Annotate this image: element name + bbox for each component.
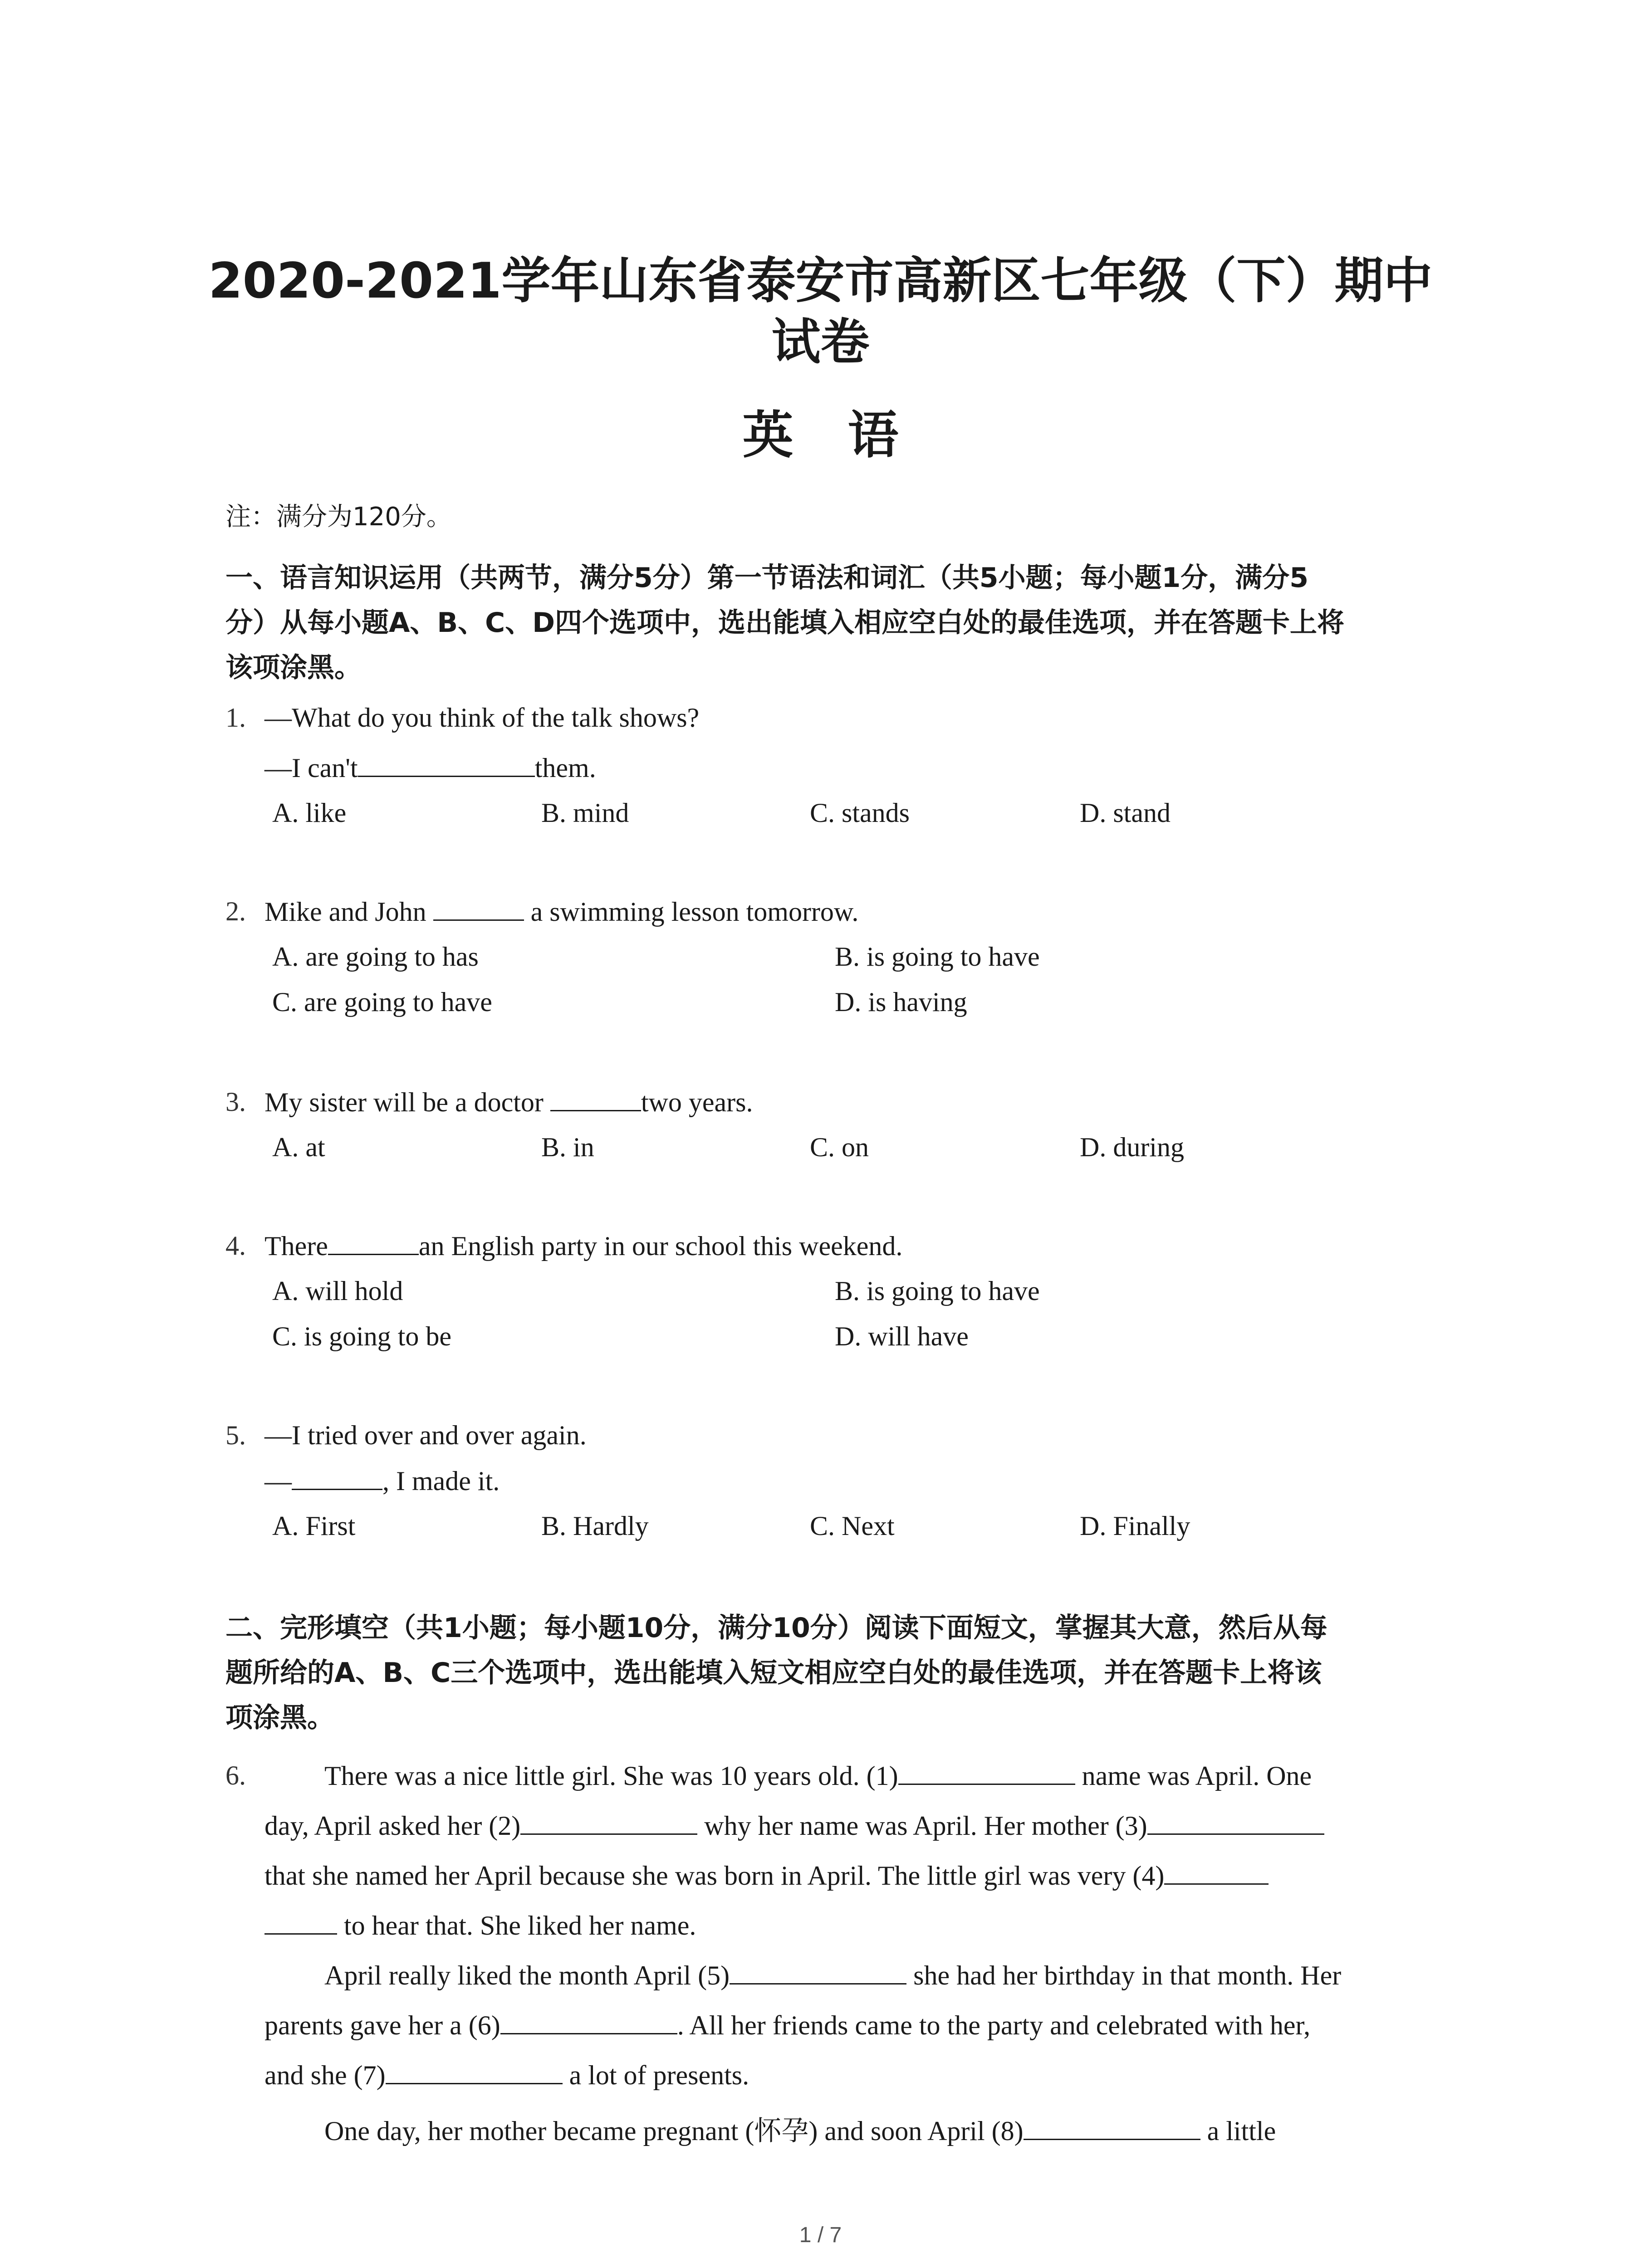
question-stem: —What do you think of the talk shows? (265, 703, 700, 733)
answer-blank (292, 1465, 382, 1490)
question-number: 5. (225, 1420, 246, 1450)
answer-blank (433, 896, 524, 921)
answer-blank (1024, 2115, 1200, 2140)
exam-title-line1: 2020-2021学年山东省泰安市高新区七年级（下）期中 (208, 253, 1433, 309)
option-b: B. Hardly (541, 1511, 649, 1541)
question-number: 6. (225, 1760, 246, 1790)
option-a: A. like (272, 798, 347, 828)
passage-line: day, April asked her (2) why her name was April. Her mother (3) (265, 1810, 1324, 1842)
section2-heading: 二、完形填空（共1小题；每小题10分，满分10分）阅读下面短文，掌握其大意，然后从每 题所给的A、B、C三个选项中，选出能填入短文相应空白处的最佳选项，并在答题卡上将该 项涂黑。 (225, 1612, 1327, 1734)
passage-line: parents gave her a (6) . All her friends came to the party and celebrated with her, (265, 2010, 1311, 2040)
option-c: C. are going to have (272, 987, 492, 1017)
option-b: B. in (541, 1132, 594, 1162)
section1-heading: 一、语言知识运用（共两节，满分5分）第一节语法和词汇（共5小题；每小题1分，满分5 分）从每小题A、B、C、D四个选项中，选出能填入相应空白处的最佳选项，并在答题卡上将 该项涂黑。 (225, 562, 1345, 684)
option-c: C. stands (810, 798, 910, 828)
question-number: 1. (225, 703, 246, 733)
question-number: 2. (225, 896, 246, 926)
question-stem: There an English party in our school this weekend. (265, 1231, 903, 1261)
answer-blank (386, 2059, 563, 2084)
answer-blank (898, 1760, 1075, 1785)
subject-title: 英语 (742, 406, 953, 465)
question-stem: My sister will be a doctor two years. (265, 1087, 753, 1117)
question-stem: — , I made it. (265, 1466, 500, 1496)
question-number: 3. (225, 1087, 246, 1117)
option-d: D. will have (835, 1321, 969, 1351)
answer-blank (520, 1810, 697, 1835)
option-d: D. Finally (1080, 1511, 1190, 1541)
answer-blank (358, 752, 535, 777)
option-c: C. Next (810, 1511, 895, 1541)
passage-line: There was a nice little girl. She was 10 years old. (1) name was April. One (324, 1761, 1312, 1791)
option-b: B. mind (541, 798, 629, 828)
option-a: A. at (272, 1132, 325, 1162)
exam-title-line2: 试卷 (771, 314, 870, 371)
option-a: A. will hold (272, 1276, 403, 1306)
question-number: 4. (225, 1231, 246, 1261)
option-d: D. is having (835, 987, 967, 1017)
option-c: C. on (810, 1132, 869, 1162)
answer-blank (730, 1960, 906, 1984)
answer-blank (1164, 1860, 1269, 1885)
answer-blank (1147, 1810, 1324, 1835)
option-b: B. is going to have (835, 942, 1040, 972)
option-b: B. is going to have (835, 1276, 1040, 1306)
passage-line: One day, her mother became pregnant (怀孕) and soon April (8) a little (324, 2116, 1276, 2146)
score-note: 注：满分为120分。 (225, 502, 452, 532)
option-d: D. stand (1080, 798, 1171, 828)
passage-line: and she (7) a lot of presents. (265, 2060, 749, 2090)
question-stem: —I can't them. (265, 753, 596, 783)
option-a: A. are going to has (272, 942, 479, 972)
passage-line: April really liked the month April (5) she had her birthday in that month. Her (324, 1960, 1342, 1990)
answer-blank (550, 1086, 641, 1111)
option-d: D. during (1080, 1132, 1184, 1162)
answer-blank (328, 1230, 419, 1255)
option-c: C. is going to be (272, 1321, 452, 1351)
answer-blank (265, 1910, 337, 1935)
option-a: A. First (272, 1511, 356, 1541)
question-stem: —I tried over and over again. (265, 1420, 587, 1450)
page-number: 1 / 7 (799, 2223, 842, 2247)
question-stem: Mike and John a swimming lesson tomorrow. (265, 897, 859, 927)
answer-blank (500, 2009, 677, 2034)
passage-line: that she named her April because she was born in April. The little girl was very (4) (265, 1860, 1269, 1892)
passage-line: to hear that. She liked her name. (265, 1910, 696, 1941)
